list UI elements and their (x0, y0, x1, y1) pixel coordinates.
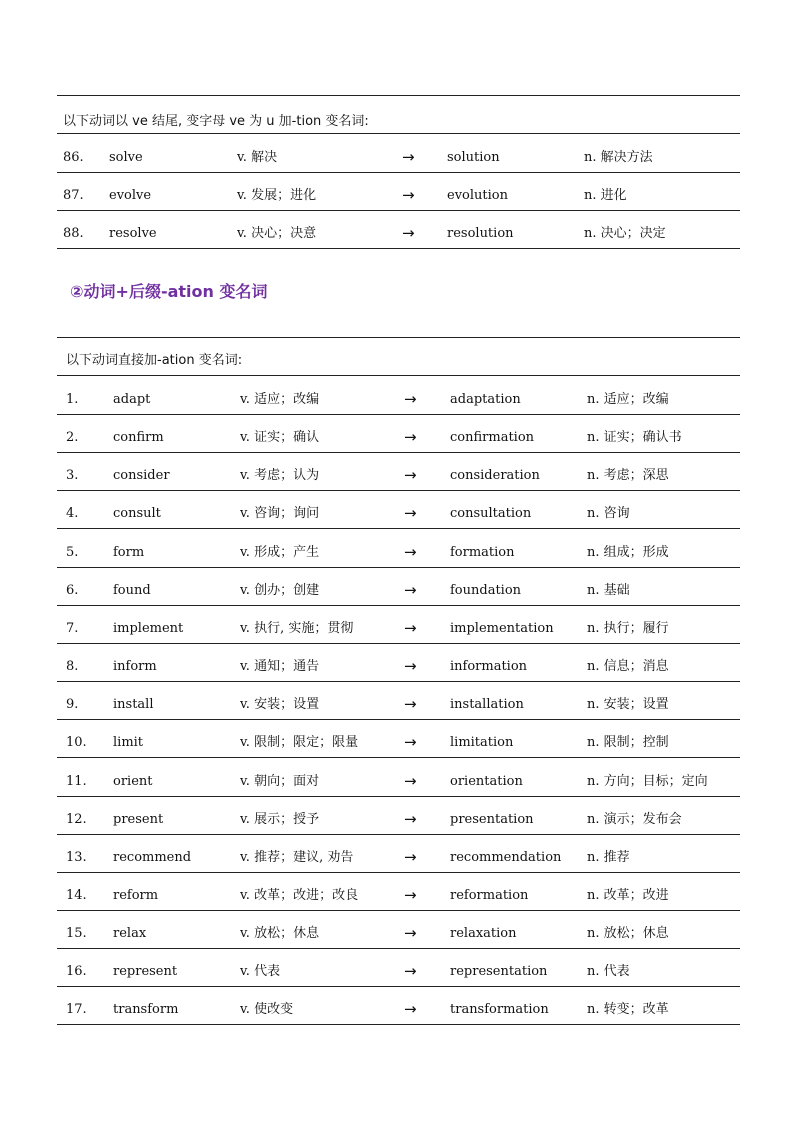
noun: solution (447, 150, 500, 165)
row-divider (57, 834, 740, 835)
noun-definition: n. 组成；形成 (587, 544, 669, 560)
verb-definition: v. 适应；改编 (240, 392, 320, 407)
row-divider (57, 986, 740, 987)
verb: represent (113, 964, 178, 980)
noun-definition: n. 决心；决定 (584, 226, 666, 241)
noun: transformation (450, 1002, 549, 1018)
row-number: 14. (66, 887, 87, 903)
table-top-rule (57, 95, 740, 96)
verb: confirm (113, 430, 164, 446)
verb: reform (113, 887, 159, 903)
noun-definition: n. 基础 (587, 582, 630, 598)
row-divider (57, 248, 740, 249)
row-number: 1. (66, 392, 79, 407)
row-divider (57, 414, 740, 415)
noun-definition: n. 推荐 (587, 849, 630, 865)
row-number: 6. (66, 582, 79, 598)
row-number: 9. (66, 697, 79, 713)
row-number: 13. (66, 849, 87, 865)
noun: presentation (450, 811, 534, 827)
row-divider (57, 719, 740, 720)
row-number: 86. (63, 150, 84, 165)
noun-definition: n. 转变；改革 (587, 1002, 669, 1018)
row-divider (57, 1024, 740, 1025)
row-number: 17. (66, 1002, 87, 1018)
row-number: 7. (66, 620, 79, 636)
noun-definition: n. 信息；消息 (587, 659, 669, 675)
noun-definition: n. 放松；休息 (587, 926, 669, 942)
noun: consultation (450, 506, 532, 522)
arrow-icon: → (404, 580, 417, 599)
arrow-icon: → (404, 924, 417, 943)
noun: evolution (447, 188, 508, 203)
row-divider (57, 172, 740, 173)
noun: foundation (450, 582, 522, 598)
noun: resolution (447, 226, 514, 241)
verb-definition: v. 证实；确认 (240, 430, 320, 446)
verb: evolve (109, 188, 152, 203)
verb-definition: v. 安装；设置 (240, 697, 320, 713)
row-divider (57, 528, 740, 529)
noun-definition: n. 考虑；深思 (587, 468, 669, 484)
noun: formation (450, 544, 515, 560)
verb: adapt (113, 392, 151, 407)
noun-definition: n. 改革；改进 (587, 887, 669, 903)
noun: consideration (450, 468, 540, 484)
row-divider (57, 567, 740, 568)
noun-definition: n. 执行；履行 (587, 620, 669, 636)
verb-definition: v. 推荐；建议, 劝告 (240, 849, 354, 865)
verb-definition: v. 解决 (237, 150, 278, 165)
verb: consult (113, 506, 161, 522)
verb-definition: v. 考虑；认为 (240, 468, 320, 484)
verb: inform (113, 659, 157, 675)
verb-definition: v. 发展；进化 (237, 188, 317, 203)
verb: solve (109, 150, 143, 165)
verb-definition: v. 创办；创建 (240, 582, 320, 598)
row-divider (57, 910, 740, 911)
section2-title: ②动词+后缀-ation 变名词 (70, 282, 268, 301)
noun-definition: n. 代表 (587, 964, 630, 980)
row-number: 12. (66, 811, 87, 827)
intro-rule (57, 133, 740, 134)
verb: relax (113, 926, 147, 942)
verb-definition: v. 执行, 实施；贯彻 (240, 620, 354, 636)
arrow-icon: → (404, 1000, 417, 1019)
row-number: 10. (66, 735, 87, 751)
verb-definition: v. 咨询；询问 (240, 506, 320, 522)
verb-definition: v. 改革；改进；改良 (240, 887, 359, 903)
verb: recommend (113, 849, 192, 865)
noun: confirmation (450, 430, 535, 446)
row-number: 8. (66, 659, 79, 675)
noun: limitation (450, 735, 514, 751)
noun-definition: n. 限制；控制 (587, 735, 669, 751)
arrow-icon: → (404, 390, 417, 408)
arrow-icon: → (404, 771, 417, 790)
row-number: 2. (66, 430, 79, 446)
row-number: 3. (66, 468, 79, 484)
verb: implement (113, 620, 184, 636)
noun-definition: n. 演示；发布会 (587, 811, 682, 827)
arrow-icon: → (404, 885, 417, 904)
arrow-icon: → (404, 695, 417, 714)
arrow-icon: → (402, 148, 415, 166)
verb: present (113, 811, 164, 827)
arrow-icon: → (402, 224, 415, 242)
noun: orientation (450, 773, 523, 789)
arrow-icon: → (404, 428, 417, 447)
arrow-icon: → (404, 466, 417, 485)
row-divider (57, 605, 740, 606)
noun: information (450, 659, 528, 675)
verb: install (113, 697, 154, 713)
section2-intro: 以下动词直接加-ation 变名词: (66, 353, 243, 368)
verb: resolve (109, 226, 157, 241)
row-number: 87. (63, 188, 84, 203)
row-divider (57, 948, 740, 949)
noun: adaptation (450, 392, 521, 407)
verb: found (113, 582, 151, 598)
row-divider (57, 796, 740, 797)
noun-definition: n. 安装；设置 (587, 697, 669, 713)
verb-definition: v. 形成；产生 (240, 544, 320, 560)
noun: recommendation (450, 849, 562, 865)
verb-definition: v. 通知；通告 (240, 659, 320, 675)
verb-definition: v. 朝向；面对 (240, 773, 320, 789)
noun: relaxation (450, 926, 517, 942)
arrow-icon: → (404, 847, 417, 866)
verb-definition: v. 使改变 (240, 1002, 294, 1018)
row-number: 15. (66, 926, 87, 942)
arrow-icon: → (404, 733, 417, 752)
row-divider (57, 210, 740, 211)
row-number: 4. (66, 506, 79, 522)
arrow-icon: → (404, 962, 417, 981)
verb-definition: v. 决心；决意 (237, 226, 317, 241)
row-divider (57, 452, 740, 453)
intro-rule (57, 375, 740, 376)
section1-intro: 以下动词以 ve 结尾, 变字母 ve 为 u 加-tion 变名词: (63, 114, 369, 129)
verb: consider (113, 468, 170, 484)
noun: reformation (450, 887, 529, 903)
arrow-icon: → (404, 542, 417, 561)
verb-definition: v. 展示；授予 (240, 811, 320, 827)
arrow-icon: → (404, 618, 417, 637)
row-number: 11. (66, 773, 87, 789)
row-number: 5. (66, 544, 79, 560)
row-divider (57, 757, 740, 758)
verb: orient (113, 773, 153, 789)
verb-definition: v. 限制；限定；限量 (240, 735, 359, 751)
row-divider (57, 643, 740, 644)
arrow-icon: → (404, 809, 417, 828)
row-divider (57, 490, 740, 491)
noun-definition: n. 证实；确认书 (587, 430, 682, 446)
table-top-rule (57, 337, 740, 338)
verb-definition: v. 放松；休息 (240, 926, 320, 942)
noun: installation (450, 697, 524, 713)
noun-definition: n. 适应；改编 (587, 392, 669, 407)
noun: representation (450, 964, 548, 980)
row-number: 16. (66, 964, 87, 980)
verb: limit (113, 735, 144, 751)
verb-definition: v. 代表 (240, 964, 281, 980)
row-number: 88. (63, 226, 84, 241)
verb: form (113, 544, 145, 560)
noun: implementation (450, 620, 554, 636)
row-divider (57, 681, 740, 682)
arrow-icon: → (404, 504, 417, 523)
noun-definition: n. 进化 (584, 188, 627, 203)
arrow-icon: → (404, 657, 417, 676)
noun-definition: n. 咨询 (587, 506, 630, 522)
verb: transform (113, 1002, 179, 1018)
arrow-icon: → (402, 186, 415, 204)
noun-definition: n. 方向；目标；定向 (587, 773, 708, 789)
row-divider (57, 872, 740, 873)
noun-definition: n. 解决方法 (584, 150, 653, 165)
